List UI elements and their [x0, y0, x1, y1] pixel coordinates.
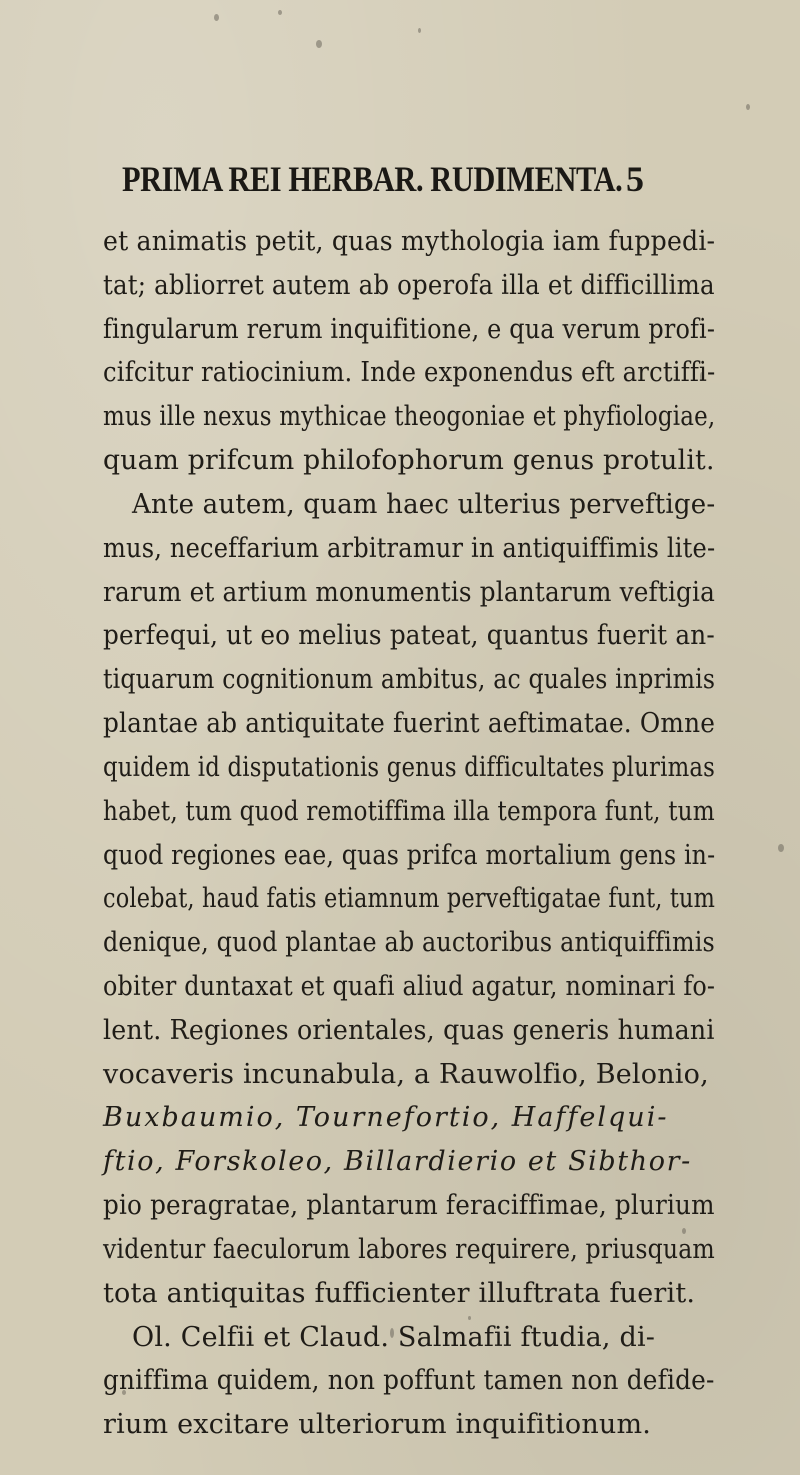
- text-line: Ante autem, quam haec ulterius perveftige-: [132, 489, 716, 520]
- page-number: 5: [626, 159, 644, 199]
- text-line: denique, quod plantae ab auctoribus antiquiffimis: [103, 927, 715, 958]
- speck: [214, 14, 219, 21]
- text-line: mus ille nexus mythicae theogoniae et phyfiologiae,: [103, 401, 716, 432]
- text-line: perfequi, ut eo melius pateat, quantus fuerit an-: [103, 620, 715, 651]
- text-line: fingularum rerum inquifitione, e qua verum profi-: [103, 314, 716, 345]
- text-line: tat; abliorret autem ab operofa illa et difficillima: [103, 270, 715, 301]
- text-line: quod regiones eae, quas prifca mortalium gens in-: [103, 840, 716, 871]
- text-line: gniffima quidem, non poffunt tamen non defide-: [103, 1365, 715, 1396]
- speck: [746, 104, 750, 110]
- text-line: Ol. Celfii et Claud. Salmafii ftudia, di-: [132, 1322, 656, 1353]
- running-header: PRIMA REI HERBAR. RUDIMENTA.: [122, 159, 623, 199]
- text-line: plantae ab antiquitate fuerint aeftimatae. Omne: [103, 708, 716, 739]
- speck: [316, 40, 322, 48]
- text-line: rarum et artium monumentis plantarum veftigia: [103, 577, 716, 608]
- text-line: vocaveris incunabula, a Rauwolfio, Belonio,: [103, 1059, 709, 1090]
- text-line: et animatis petit, quas mythologia iam fuppedi-: [103, 226, 716, 257]
- text-line: colebat, haud fatis etiamnum perveftigatae funt, tum: [103, 883, 716, 914]
- text-line: tota antiquitas fufficienter illuftrata fuerit.: [103, 1278, 696, 1309]
- text-line: quam prifcum philofophorum genus protulit.: [103, 445, 715, 476]
- text-line: Buxbaumio, Tournefortio, Haffelqui-: [103, 1102, 669, 1133]
- speck: [468, 1316, 471, 1320]
- speck: [418, 28, 421, 33]
- text-line: pio peragratae, plantarum feraciffimae, plurium: [103, 1190, 715, 1221]
- speck: [278, 10, 282, 15]
- text-line: rium excitare ulteriorum inquifitionum.: [103, 1409, 652, 1440]
- text-line: obiter duntaxat et quafi aliud agatur, nominari fo-: [103, 971, 716, 1002]
- text-line: quidem id disputationis genus difficultates plurimas: [103, 752, 716, 783]
- text-line: habet, tum quod remotiffima illa tempora funt, tum: [103, 796, 715, 827]
- text-line: tiquarum cognitionum ambitus, ac quales inprimis: [103, 664, 716, 695]
- text-line: cifcitur ratiocinium. Inde exponendus eft arctiffi-: [103, 357, 716, 388]
- text-line: lent. Regiones orientales, quas generis humani: [103, 1015, 715, 1046]
- text-line: videntur faeculorum labores requirere, priusquam: [103, 1234, 715, 1265]
- text-line: ftio, Forskoleo, Billardierio et Sibthor-: [103, 1146, 692, 1177]
- speck: [778, 844, 784, 852]
- text-line: mus, neceffarium arbitramur in antiquiffimis lite-: [103, 533, 716, 564]
